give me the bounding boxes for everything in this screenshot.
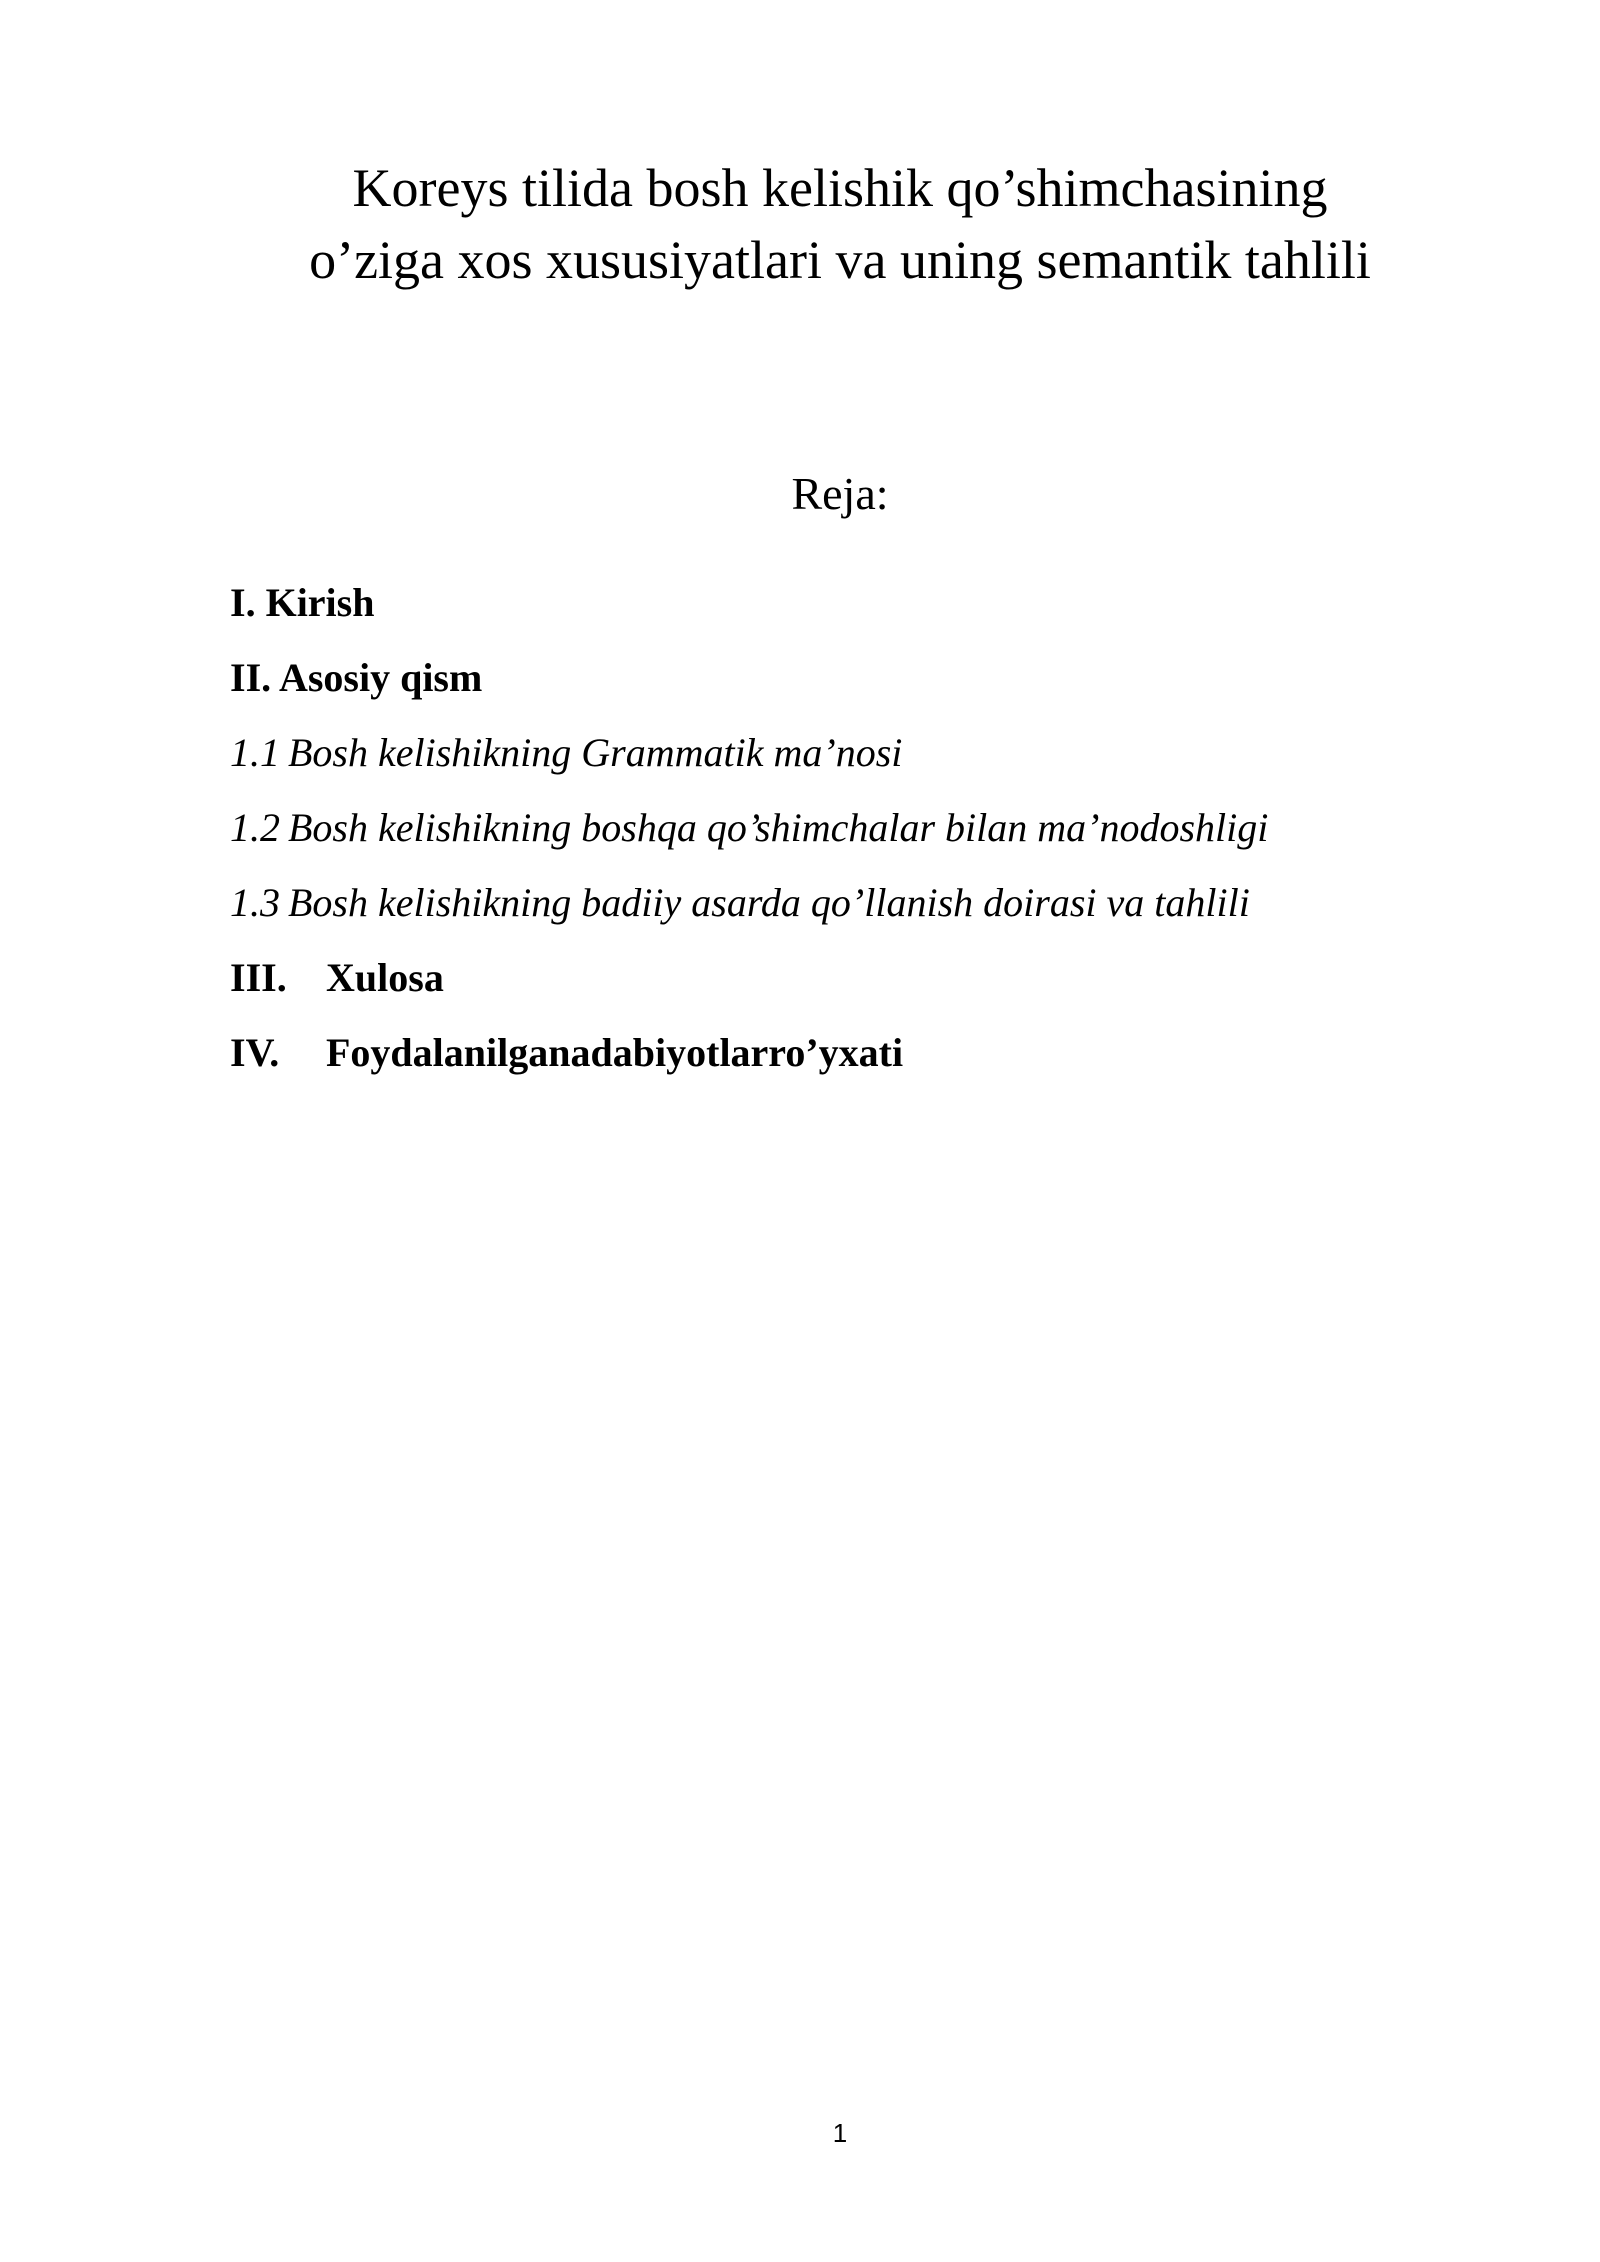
toc-item-1-1: [230, 724, 1268, 799]
toc-number: 1.3: [230, 880, 280, 925]
table-of-contents: [230, 574, 1268, 1099]
document-title: [200, 152, 1480, 296]
title-line-1: Koreys tilida bosh kelishik qo’shimchasining: [352, 158, 1328, 218]
toc-number: II.: [230, 655, 272, 700]
toc-number: 1.2: [230, 805, 280, 850]
toc-item-1-3: [230, 874, 1268, 949]
title-line-2: o’ziga xos xususiyatlari va uning semantik tahlili: [309, 230, 1371, 290]
page-number: 1: [832, 2118, 848, 2148]
toc-item-asosiy-qism: [230, 649, 1268, 724]
toc-number: 1.1: [230, 730, 280, 775]
toc-text: Foydalanilganadabiyotlarro’yxati: [326, 1030, 904, 1075]
toc-text: Asosiy qism: [278, 655, 483, 700]
toc-item-xulosa: [230, 949, 1268, 1024]
toc-text: Bosh kelishikning boshqa qo’shimchalar bilan ma’nodoshligi: [288, 805, 1269, 850]
toc-number: III.: [230, 955, 287, 1000]
toc-text: Bosh kelishikning Grammatik ma’nosi: [288, 730, 903, 775]
toc-item-adabiyotlar: [230, 1024, 1268, 1099]
toc-number: IV.: [230, 1030, 280, 1075]
toc-text: Kirish: [265, 580, 375, 625]
toc-item-kirish: [230, 574, 1268, 649]
toc-number: I.: [230, 580, 256, 625]
toc-item-1-2: [230, 799, 1268, 874]
plan-heading: Reja:: [791, 468, 889, 519]
toc-text: Bosh kelishikning badiiy asarda qo’llanish doirasi va tahlili: [288, 880, 1250, 925]
toc-text: Xulosa: [326, 955, 444, 1000]
